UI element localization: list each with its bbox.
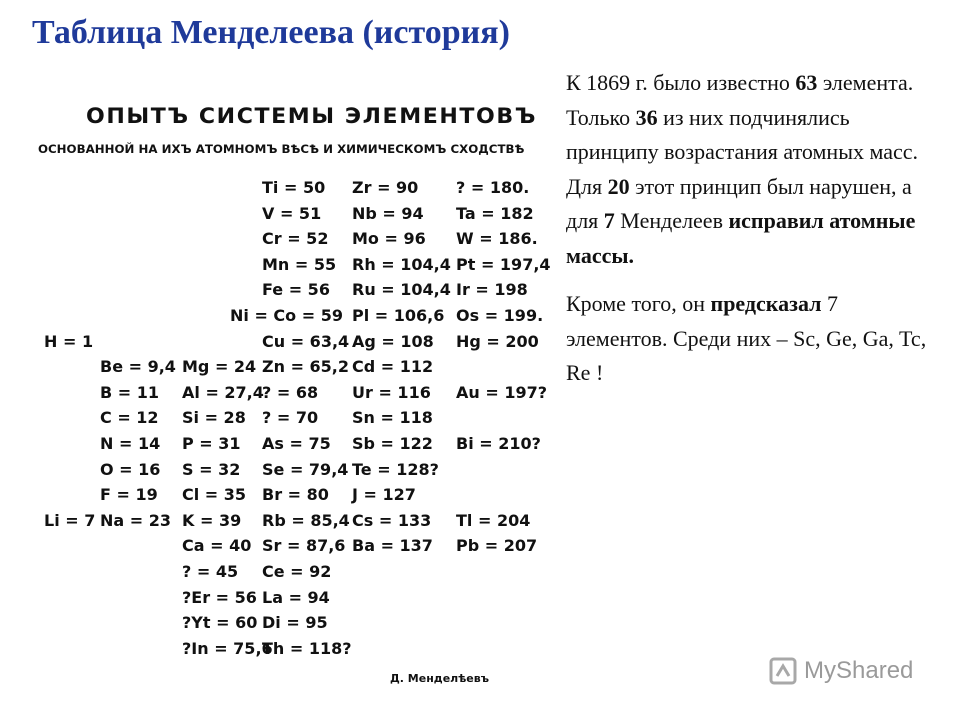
element-entry: Fe = 56	[262, 280, 330, 300]
element-entry: O = 16	[100, 459, 161, 479]
element-entry: ? = 70	[262, 408, 319, 428]
document-heading: ОПЫТЪ СИСТЕМЫ ЭЛЕМЕНТОВЪ	[86, 104, 537, 128]
element-entry: Mg = 24	[182, 357, 257, 377]
element-entry: ?Yt = 60	[182, 613, 258, 633]
element-entry: Be = 9,4	[100, 357, 176, 377]
element-entry: Cl = 35	[182, 485, 247, 505]
share-icon	[768, 656, 798, 686]
element-entry: Te = 128?	[352, 459, 439, 479]
element-entry: Cu = 63,4	[262, 331, 350, 351]
element-entry: Ur = 116	[352, 382, 431, 402]
bold-text: предсказал	[710, 291, 822, 316]
element-entry: Pl = 106,6	[352, 306, 445, 325]
element-entry: Zr = 90	[352, 178, 419, 197]
bold-text: 20	[607, 173, 630, 199]
element-entry: Ba = 137	[352, 536, 433, 556]
element-entry: Mo = 96	[352, 229, 426, 249]
text-paragraph	[566, 66, 936, 101]
element-entry: Ce = 92	[262, 562, 332, 581]
text-paragraph	[566, 101, 936, 274]
element-entry: Cs = 133	[352, 510, 432, 530]
element-entry: Hg = 200	[456, 331, 539, 351]
element-entry: Al = 27,4	[182, 382, 264, 402]
element-entry: Pb = 207	[456, 536, 538, 556]
element-entry: Sn = 118	[352, 408, 433, 428]
element-entry: La = 94	[262, 587, 330, 607]
text-run: Кроме того, он	[566, 291, 711, 316]
element-entry: S = 32	[182, 459, 241, 479]
bold-text: 7	[603, 208, 615, 233]
bold-text: 63	[795, 70, 818, 95]
element-entry: Ca = 40	[182, 536, 252, 556]
element-entry: P = 31	[182, 434, 241, 453]
slide-title: Таблица Менделеева (история)	[32, 14, 510, 51]
element-entry: Th = 118?	[262, 638, 352, 658]
bold-text: исправил атомные массы.	[566, 208, 916, 268]
element-entry: ? = 180.	[456, 178, 530, 197]
element-entry: Ru = 104,4	[352, 280, 451, 300]
document-signature: Д. Менделѣевъ	[390, 672, 489, 685]
element-entry: Pt = 197,4	[456, 254, 551, 274]
element-entry: C = 12	[100, 408, 159, 428]
element-entry: Si = 28	[182, 408, 246, 428]
text-run: из них подчинялись принципу возрастания атомных масс. Для	[566, 104, 919, 199]
element-entry: ? = 68	[262, 382, 319, 402]
text-run: К 1869 г. было известно	[566, 70, 796, 95]
element-entry: Cd = 112	[352, 357, 434, 377]
element-entry: B = 11	[100, 382, 160, 402]
element-entry: Ni = Co = 59	[230, 306, 343, 325]
element-entry: Ti = 50	[262, 178, 326, 197]
bold-text: 36	[635, 104, 658, 130]
document-subheading: ОСНОВАННОЙ НА ИХЪ АТОМНОМЪ ВѢСѢ И ХИМИЧЕСКОМЪ СХОДСТВѢ	[38, 142, 525, 156]
watermark	[768, 656, 913, 686]
element-entry: Au = 197?	[456, 382, 547, 402]
element-entry: Br = 80	[262, 485, 329, 505]
text-run: элемента.	[817, 70, 914, 95]
element-entry: Rb = 85,4	[262, 510, 350, 530]
element-entry: ?Er = 56	[182, 587, 257, 607]
element-entry: Sr = 87,6	[262, 536, 346, 556]
element-entry: Ag = 108	[352, 331, 434, 351]
element-entry: As = 75	[262, 434, 331, 453]
element-entry: V = 51	[262, 203, 322, 223]
element-entry: Zn = 65,2	[262, 357, 350, 377]
element-entry: J = 127	[352, 485, 416, 505]
element-entry: Nb = 94	[352, 203, 424, 223]
text-run: Менделеев	[614, 208, 729, 233]
element-entry: Sb = 122	[352, 434, 433, 453]
element-entry: Di = 95	[262, 613, 328, 633]
text-paragraph	[566, 287, 936, 391]
element-entry: Ir = 198	[456, 280, 528, 300]
watermark-label: MyShared	[804, 657, 914, 684]
element-entry: Na = 23	[100, 510, 171, 530]
element-entry: Li = 7	[44, 510, 96, 530]
element-entry: Rh = 104,4	[352, 254, 451, 274]
element-entry: H = 1	[44, 331, 94, 351]
element-entry: Cr = 52	[262, 229, 329, 249]
mendeleev-table-scan	[0, 90, 560, 700]
slide-text	[566, 66, 936, 391]
text-run: 7 элементов. Среди них – Sc, Ge, Ga, Tc, Re !	[566, 291, 927, 385]
element-entry: Tl = 204	[456, 510, 531, 530]
text-run: этот принцип был нарушен, а для	[566, 173, 912, 233]
element-entry: ?In = 75,6	[182, 638, 273, 658]
element-entry: Os = 199.	[456, 306, 544, 325]
element-entry: Mn = 55	[262, 254, 337, 274]
element-entry: Ta = 182	[456, 203, 534, 223]
element-entry: W = 186.	[456, 229, 538, 249]
element-entry: ? = 45	[182, 562, 239, 581]
text-run: Только	[566, 104, 636, 130]
element-entry: Se = 79,4	[262, 459, 349, 479]
element-entry: N = 14	[100, 434, 161, 453]
element-entry: Bi = 210?	[456, 434, 541, 453]
element-entry: F = 19	[100, 485, 158, 505]
element-entry: K = 39	[182, 510, 242, 530]
